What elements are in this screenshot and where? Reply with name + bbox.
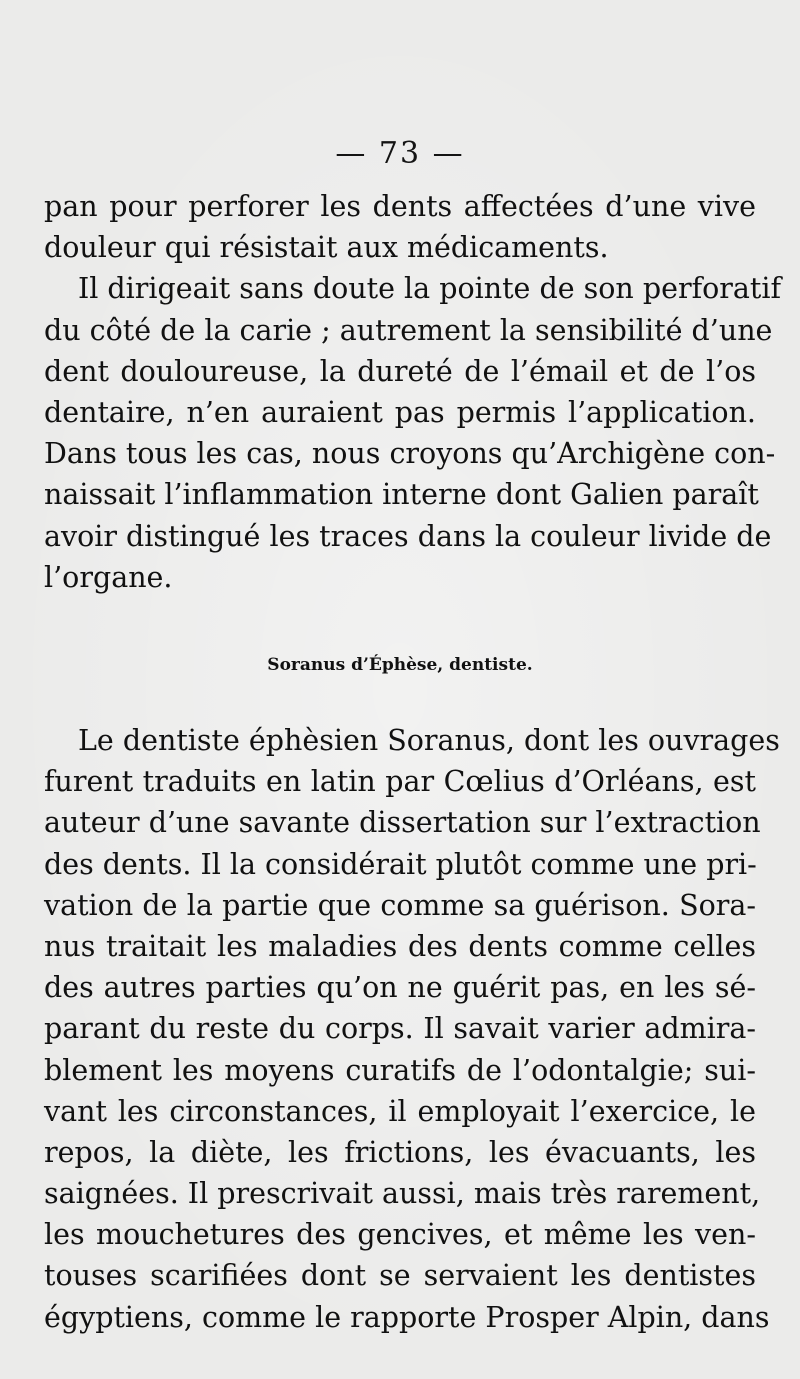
text-line: touses scarifiées dont se servaient les dentistes (44, 1259, 756, 1293)
text-line: Le dentiste éphèsien Soranus, dont les ouvrages (78, 724, 780, 757)
text-line: égyptiens, comme le rapporte Prosper Alpin, dans (44, 1300, 770, 1334)
text-line: douleur qui résistait aux médicaments. (44, 231, 609, 265)
text-line: les mouchetures des gencives, et même les ven- (44, 1218, 756, 1252)
text-line: pan pour perforer les dents affectées d’une vive (44, 190, 756, 223)
text-block-lower (44, 720, 780, 1338)
text-line: dentaire, n’en auraient pas permis l’application. (44, 395, 756, 429)
text-line: auteur d’une savante dissertation sur l’extraction (44, 806, 761, 840)
text-line: repos, la diète, les frictions, les évacuants, les (44, 1135, 756, 1169)
text-line: saignées. Il prescrivait aussi, mais très rarement, (44, 1177, 761, 1211)
text-line: Dans tous les cas, nous croyons qu’Archigène con- (44, 437, 776, 471)
text-line: nus traitait les maladies des dents comme celles (44, 929, 756, 963)
section-heading: Soranus d’Éphèse, dentiste. (267, 655, 533, 675)
text-line: avoir distingué les traces dans la couleur livide de (44, 519, 772, 553)
text-line: des dents. Il la considérait plutôt comme une pri- (44, 847, 757, 881)
text-block-upper (44, 186, 782, 598)
text-line: vation de la partie que comme sa guérison. Sora- (44, 888, 756, 922)
text-line: des autres parties qu’on ne guérit pas, en les sé- (44, 971, 756, 1005)
text-line: du côté de la carie ; autrement la sensibilité d’une (44, 313, 773, 347)
text-line: blement les moyens curatifs de l’odontalgie; sui- (44, 1053, 756, 1087)
text-line: furent traduits en latin par Cœlius d’Orléans, est (44, 765, 756, 799)
text-line: naissait l’inflammation interne dont Galien paraît (44, 478, 759, 512)
text-line: parant du reste du corps. Il savait varier admira- (44, 1012, 756, 1046)
text-line: dent douloureuse, la dureté de l’émail et de l’os (44, 354, 756, 388)
text-line: Il dirigeait sans doute la pointe de son perforatif (78, 272, 782, 306)
text-line: l’organe. (44, 560, 173, 594)
text-line: vant les circonstances, il employait l’exercice, le (44, 1094, 756, 1128)
page-number: — 73 — (335, 136, 465, 171)
